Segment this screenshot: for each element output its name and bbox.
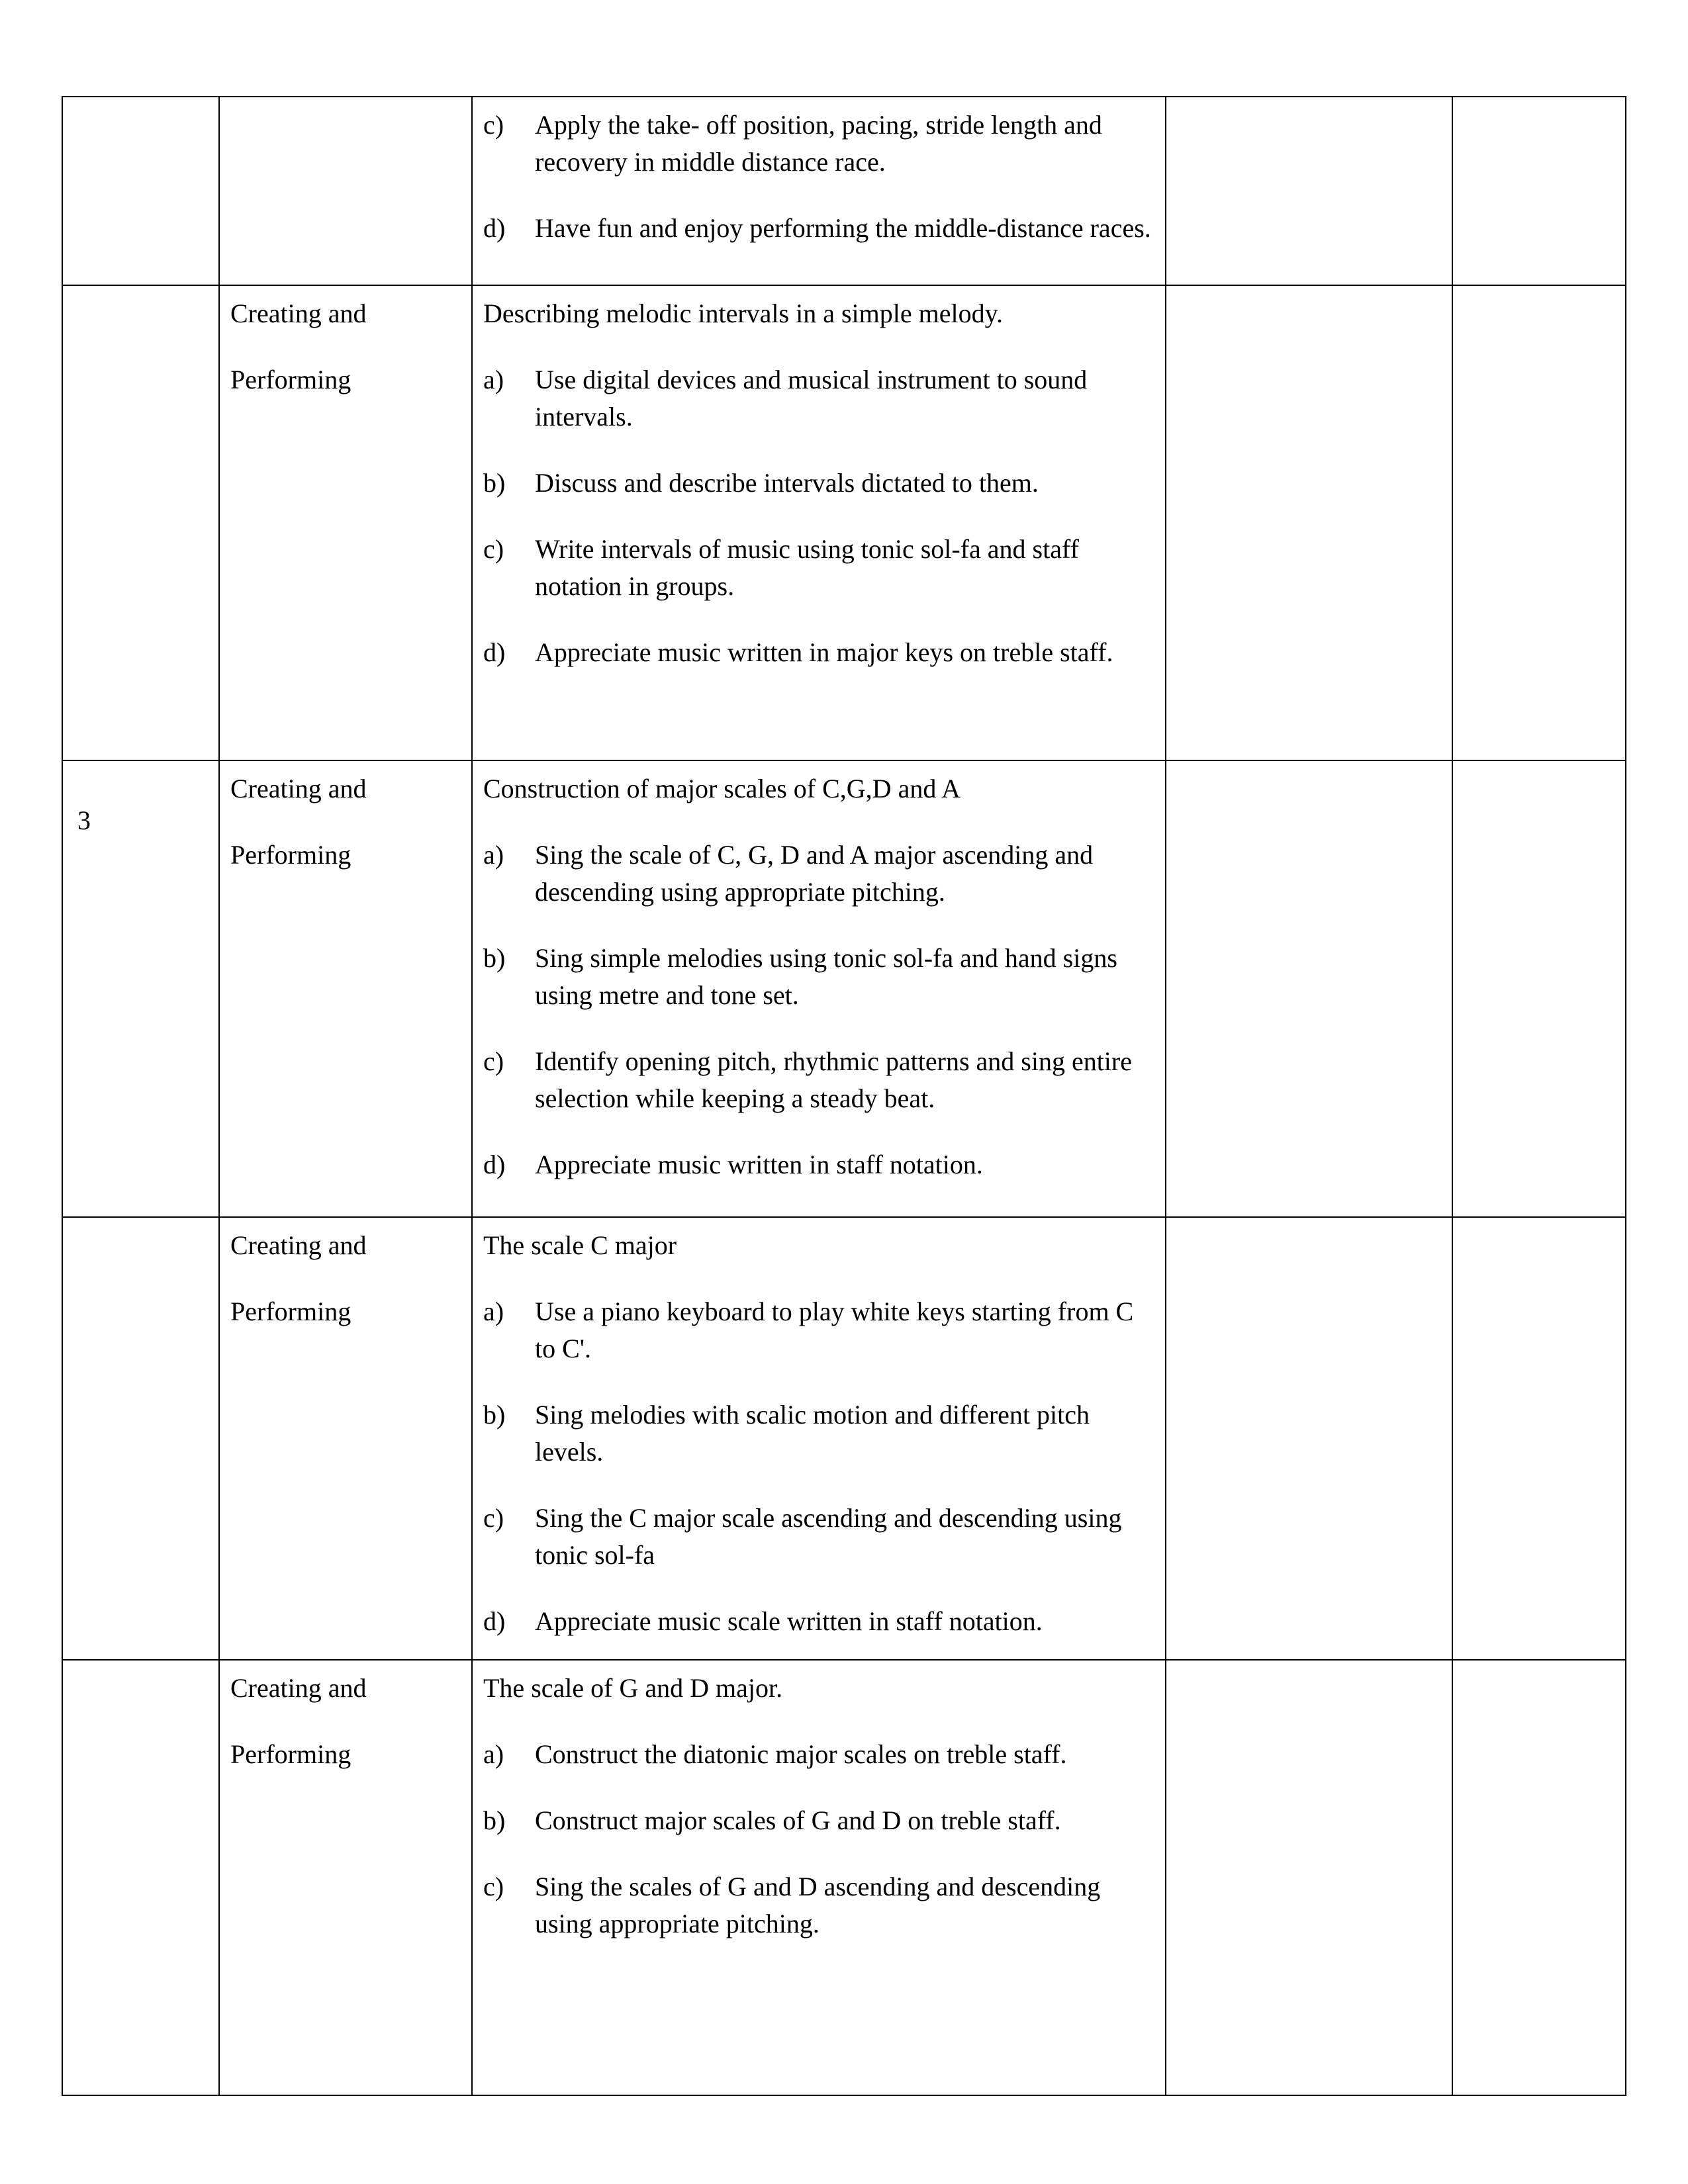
learning-resources-text [1166, 1661, 1452, 1682]
list-item-text: Have fun and enjoy performing the middle-distance races. [535, 213, 1151, 243]
row-number-text: 3 [77, 805, 91, 835]
list-item [483, 940, 1154, 1014]
strand-line: Creating and [230, 1673, 367, 1703]
list-marker: a) [483, 1297, 504, 1326]
content-heading: Describing melodic intervals in a simple melody. [483, 298, 1003, 328]
strand-line: Performing [230, 1739, 352, 1769]
list-item [483, 531, 1154, 605]
list-item-text: Use a piano keyboard to play white keys starting from C to C'. [535, 1297, 1134, 1363]
list-item-text: Construct major scales of G and D on treble staff. [535, 1805, 1061, 1835]
list-item-text: Write intervals of music using tonic sol-fa and staff notation in groups. [535, 534, 1079, 601]
list-item [483, 1603, 1154, 1640]
cell-learning-resources [1166, 1660, 1452, 2095]
strand-line: Creating and [230, 774, 367, 803]
list-item [483, 210, 1154, 247]
list-item [483, 1396, 1154, 1471]
list-item-text: Sing melodies with scalic motion and different pitch levels. [535, 1400, 1090, 1467]
row-number-text [63, 286, 218, 327]
content-block [473, 1218, 1165, 1652]
list-marker: c) [483, 110, 504, 140]
learning-resources-text [1166, 1218, 1452, 1239]
list-item [483, 1802, 1154, 1839]
strand-block [220, 97, 471, 118]
cell-remarks [1452, 285, 1626, 760]
list-item-text: Sing the C major scale ascending and descending using tonic sol-fa [535, 1503, 1122, 1570]
list-item-text: Sing simple melodies using tonic sol-fa and hand signs using metre and tone set. [535, 943, 1117, 1010]
outcome-list [483, 1736, 1154, 1942]
list-marker: b) [483, 943, 506, 973]
cell-learning-resources [1166, 1217, 1452, 1660]
cell-strand [219, 285, 472, 760]
cell-remarks [1452, 760, 1626, 1217]
cell-remarks [1452, 1660, 1626, 2095]
list-marker: b) [483, 468, 506, 498]
remarks-text [1453, 97, 1625, 118]
syllabus-table [62, 96, 1626, 2096]
list-item-text: Appreciate music written in major keys on treble staff. [535, 637, 1113, 667]
list-marker: d) [483, 1150, 506, 1179]
list-marker: d) [483, 213, 506, 243]
cell-row-number [62, 97, 219, 285]
list-item [483, 1146, 1154, 1183]
cell-row-number [62, 1217, 219, 1660]
list-marker: d) [483, 1606, 506, 1636]
outcome-list [483, 1293, 1154, 1640]
cell-learning-resources [1166, 285, 1452, 760]
content-block [473, 97, 1165, 259]
table-row [62, 285, 1626, 760]
list-marker: c) [483, 534, 504, 564]
content-heading: Construction of major scales of C,G,D and A [483, 774, 961, 803]
table-row [62, 97, 1626, 285]
strand-line: Creating and [230, 298, 367, 328]
cell-strand [219, 1217, 472, 1660]
row-number-text [63, 1661, 218, 1702]
list-item [483, 1500, 1154, 1574]
list-item-text: Sing the scales of G and D ascending and descending using appropriate pitching. [535, 1872, 1101, 1938]
syllabus-table-body [62, 97, 1626, 2095]
outcome-list [483, 361, 1154, 671]
list-item-text: Use digital devices and musical instrument to sound intervals. [535, 365, 1088, 432]
strand-line: Performing [230, 840, 352, 870]
list-item-text: Discuss and describe intervals dictated to them. [535, 468, 1039, 498]
list-marker: b) [483, 1805, 506, 1835]
cell-remarks [1452, 97, 1626, 285]
list-item [483, 465, 1154, 502]
list-marker: c) [483, 1503, 504, 1533]
remarks-text [1453, 1661, 1625, 1682]
content-block [473, 761, 1165, 1195]
list-marker: b) [483, 1400, 506, 1430]
cell-strand [219, 97, 472, 285]
table-row [62, 1660, 1626, 2095]
list-item [483, 634, 1154, 671]
cell-learning-resources [1166, 97, 1452, 285]
cell-content [472, 1660, 1166, 2095]
list-marker: d) [483, 637, 506, 667]
list-item [483, 1868, 1154, 1942]
list-item-text: Construct the diatonic major scales on treble staff. [535, 1739, 1067, 1769]
strand-block [220, 761, 471, 886]
list-item [483, 107, 1154, 181]
cell-content [472, 97, 1166, 285]
strand-block [220, 286, 471, 410]
cell-strand [219, 760, 472, 1217]
strand-block [220, 1661, 471, 1785]
remarks-text [1453, 761, 1625, 782]
table-row [62, 1217, 1626, 1660]
list-marker: c) [483, 1872, 504, 1901]
list-item-text: Appreciate music scale written in staff notation. [535, 1606, 1043, 1636]
remarks-text [1453, 286, 1625, 307]
list-marker: c) [483, 1046, 504, 1076]
list-marker: a) [483, 840, 504, 870]
list-item-text: Apply the take- off position, pacing, stride length and recovery in middle distance race. [535, 110, 1102, 177]
strand-line: Creating and [230, 1230, 367, 1260]
content-block [473, 1661, 1165, 1954]
content-heading: The scale C major [483, 1230, 677, 1260]
list-marker: a) [483, 1739, 504, 1769]
content-block [473, 286, 1165, 683]
list-item-text: Appreciate music written in staff notation. [535, 1150, 983, 1179]
strand-line: Performing [230, 1297, 352, 1326]
list-item [483, 1736, 1154, 1773]
cell-remarks [1452, 1217, 1626, 1660]
cell-row-number [62, 760, 219, 1217]
list-item [483, 1043, 1154, 1117]
learning-resources-text [1166, 761, 1452, 782]
cell-row-number [62, 285, 219, 760]
row-number-text [63, 97, 218, 138]
cell-learning-resources [1166, 760, 1452, 1217]
cell-content [472, 285, 1166, 760]
list-item [483, 1293, 1154, 1367]
list-item [483, 361, 1154, 435]
cell-strand [219, 1660, 472, 2095]
learning-resources-text [1166, 286, 1452, 307]
cell-content [472, 760, 1166, 1217]
content-heading: The scale of G and D major. [483, 1673, 783, 1703]
outcome-list [483, 837, 1154, 1183]
remarks-text [1453, 1218, 1625, 1239]
outcome-list [483, 107, 1154, 247]
learning-resources-text [1166, 97, 1452, 118]
list-item-text: Sing the scale of C, G, D and A major ascending and descending using appropriate pitching. [535, 840, 1094, 907]
cell-content [472, 1217, 1166, 1660]
list-marker: a) [483, 365, 504, 394]
cell-row-number [62, 1660, 219, 2095]
strand-block [220, 1218, 471, 1342]
table-row [62, 760, 1626, 1217]
list-item-text: Identify opening pitch, rhythmic patterns and sing entire selection while keeping a steady beat. [535, 1046, 1132, 1113]
list-item [483, 837, 1154, 911]
strand-line: Performing [230, 365, 352, 394]
row-number-text [63, 1218, 218, 1259]
